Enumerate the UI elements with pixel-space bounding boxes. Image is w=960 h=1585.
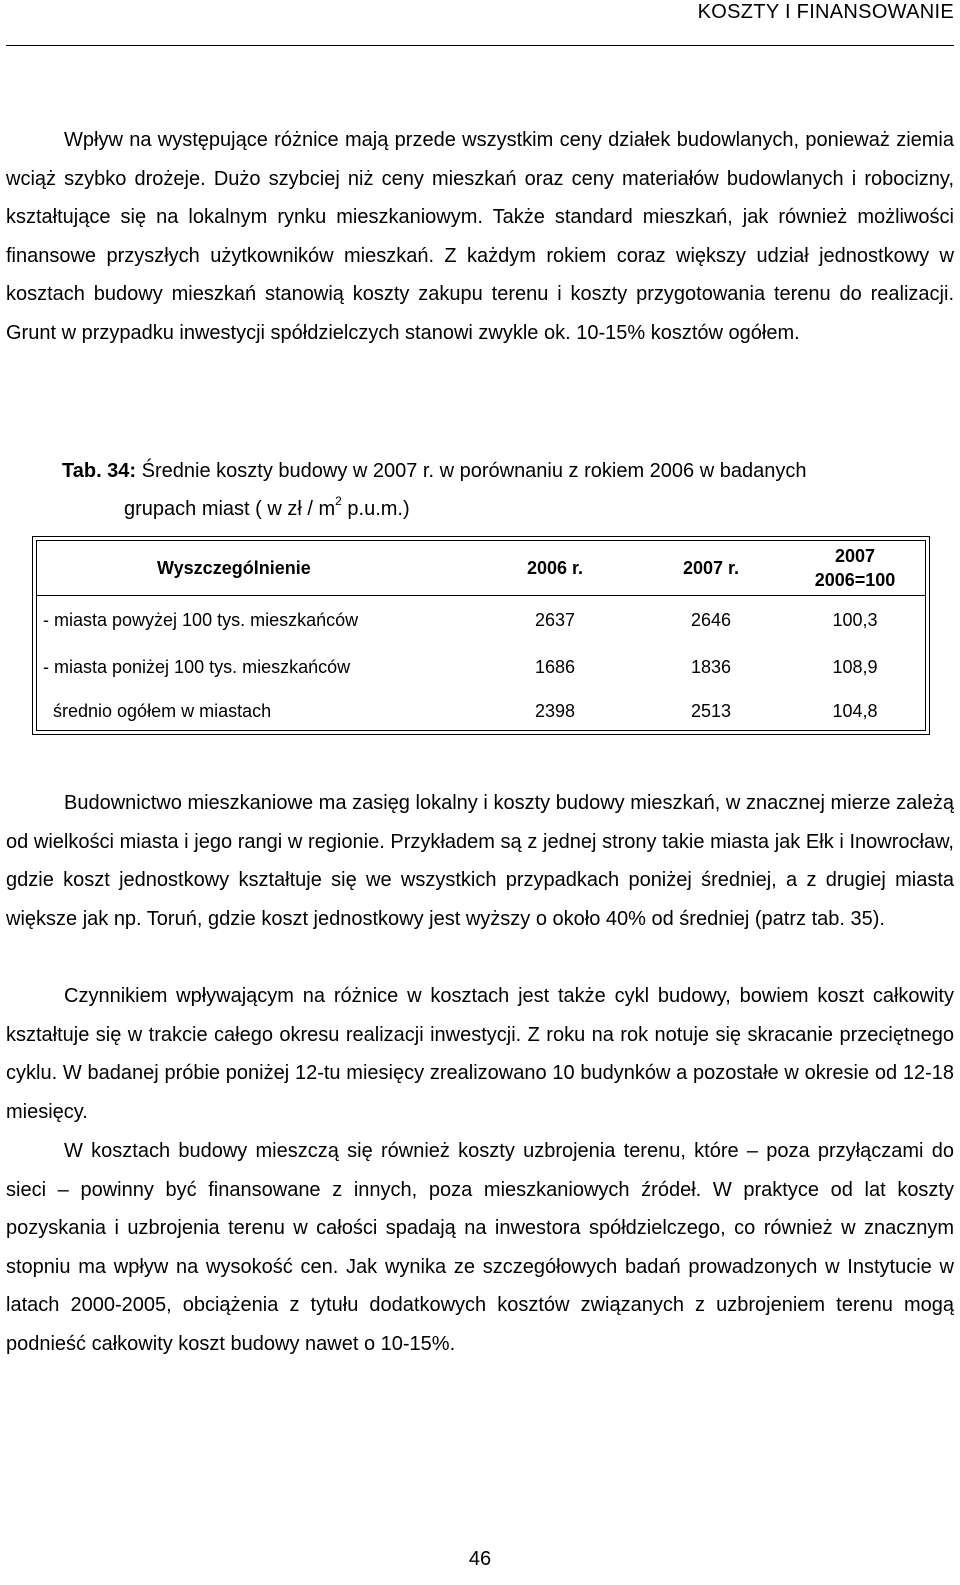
cost-table-inner [36,540,926,731]
running-header: KOSZTY I FINANSOWANIE [697,1,954,23]
header-index-line-1: 2007 [834,546,876,566]
table-caption [62,452,806,528]
table-caption-text-3: p.u.m.) [341,498,410,520]
cell-index: 104,8 [832,701,878,721]
cell-2007: 1836 [690,656,732,677]
cell-2007: 2513 [690,700,732,721]
header-2007: 2007 r. [682,557,740,578]
header-description: Wyszczególnienie [157,557,311,578]
cell-index: 108,9 [832,657,878,677]
paragraph-infrastructure-costs: W kosztach budowy mieszczą się również koszty uzbrojenia terenu, które – poza przyłączami do sieci – powinny być finansowane z innych, poza mieszkaniowych źródeł. W praktyce od lat koszty pozyskania i uzbrojenia terenu w całości spadają na inwestora spółdzielczego, co również w znacznym stopniu ma wpływ na wysokość cen. Jak wynika ze szczegółowych badań prowadzonych w Instytucie w latach 2000-2005, obciążenia z tytułu dodatkowych kosztów związanych z uzbrojeniem terenu mogą podnieść całkowity koszt budowy nawet o 10-15%. [6,1140,954,1355]
cell-2006: 1686 [534,656,576,677]
table-caption-line-1 [62,452,806,490]
table-row [37,644,925,690]
cell-2006: 2398 [534,700,576,721]
header-rule [6,45,954,46]
paragraph-construction-cycle: Czynnikiem wpływającym na różnice w kosztach jest także cykl budowy, bowiem koszt całkowity kształtuje się w trakcie całego okresu realizacji inwestycji. Z roku na rok notuje się skracanie przeciętnego cyklu. W badanej próbie poniżej 12-tu miesięcy zrealizowano 10 budynków a pozostałe w okresie od 12-18 miesięcy. [6,985,954,1123]
header-2006: 2006 r. [526,557,584,578]
table-caption-text: Średnie koszty budowy w 2007 r. w porównaniu z rokiem 2006 w badanych [136,460,807,482]
cell-2006: 2637 [534,609,576,630]
table-caption-text-2: grupach miast ( w zł / m [124,498,336,520]
table-row [37,690,925,732]
cell-2007: 2646 [690,609,732,630]
header-index [785,544,925,592]
table-caption-line-2 [62,490,806,528]
superscript: 2 [335,494,342,508]
row-label: średnio ogółem w miastach [53,700,272,721]
table-caption-label: Tab. 34: [62,460,137,482]
row-label: - miasta powyżej 100 tys. mieszkańców [43,609,359,630]
cell-index: 100,3 [832,610,878,630]
row-label: - miasta poniżej 100 tys. mieszkańców [43,656,351,677]
table-header-row [37,541,925,596]
header-index-line-2: 2006=100 [814,570,896,590]
table-row [37,596,925,644]
paragraph-local-market: Budownictwo mieszkaniowe ma zasięg lokalny i koszty budowy mieszkań, w znacznej mierze zależą od wielkości miasta i jego rangi w regionie. Przykładem są z jednej strony takie miasta jak Ełk i Inowrocław, gdzie koszt jednostkowy kształtuje się we wszystkich przypadkach poniżej średniej, a z drugiej miasta większe jak np. Toruń, gdzie koszt jednostkowy jest wyższy o około 40% od średniej (patrz tab. 35). [6,792,954,930]
cost-table [32,536,930,735]
page-number: 46 [468,1548,492,1570]
paragraph-land-prices: Wpływ na występujące różnice mają przede wszystkim ceny działek budowlanych, ponieważ ziemia wciąż szybko drożeje. Dużo szybciej niż ceny mieszkań oraz ceny materiałów budowlanych i robocizny, kształtujące się na lokalnym rynku mieszkaniowym. Także standard mieszkań, jak również możliwości finansowe przyszłych użytkowników mieszkań. Z każdym rokiem coraz większy udział jednostkowy w kosztach budowy mieszkań stanowią koszty zakupu terenu i koszty przygotowania terenu do realizacji. Grunt w przypadku inwestycji spółdzielczych stanowi zwykle ok. 10-15% kosztów ogółem. [6,129,954,344]
